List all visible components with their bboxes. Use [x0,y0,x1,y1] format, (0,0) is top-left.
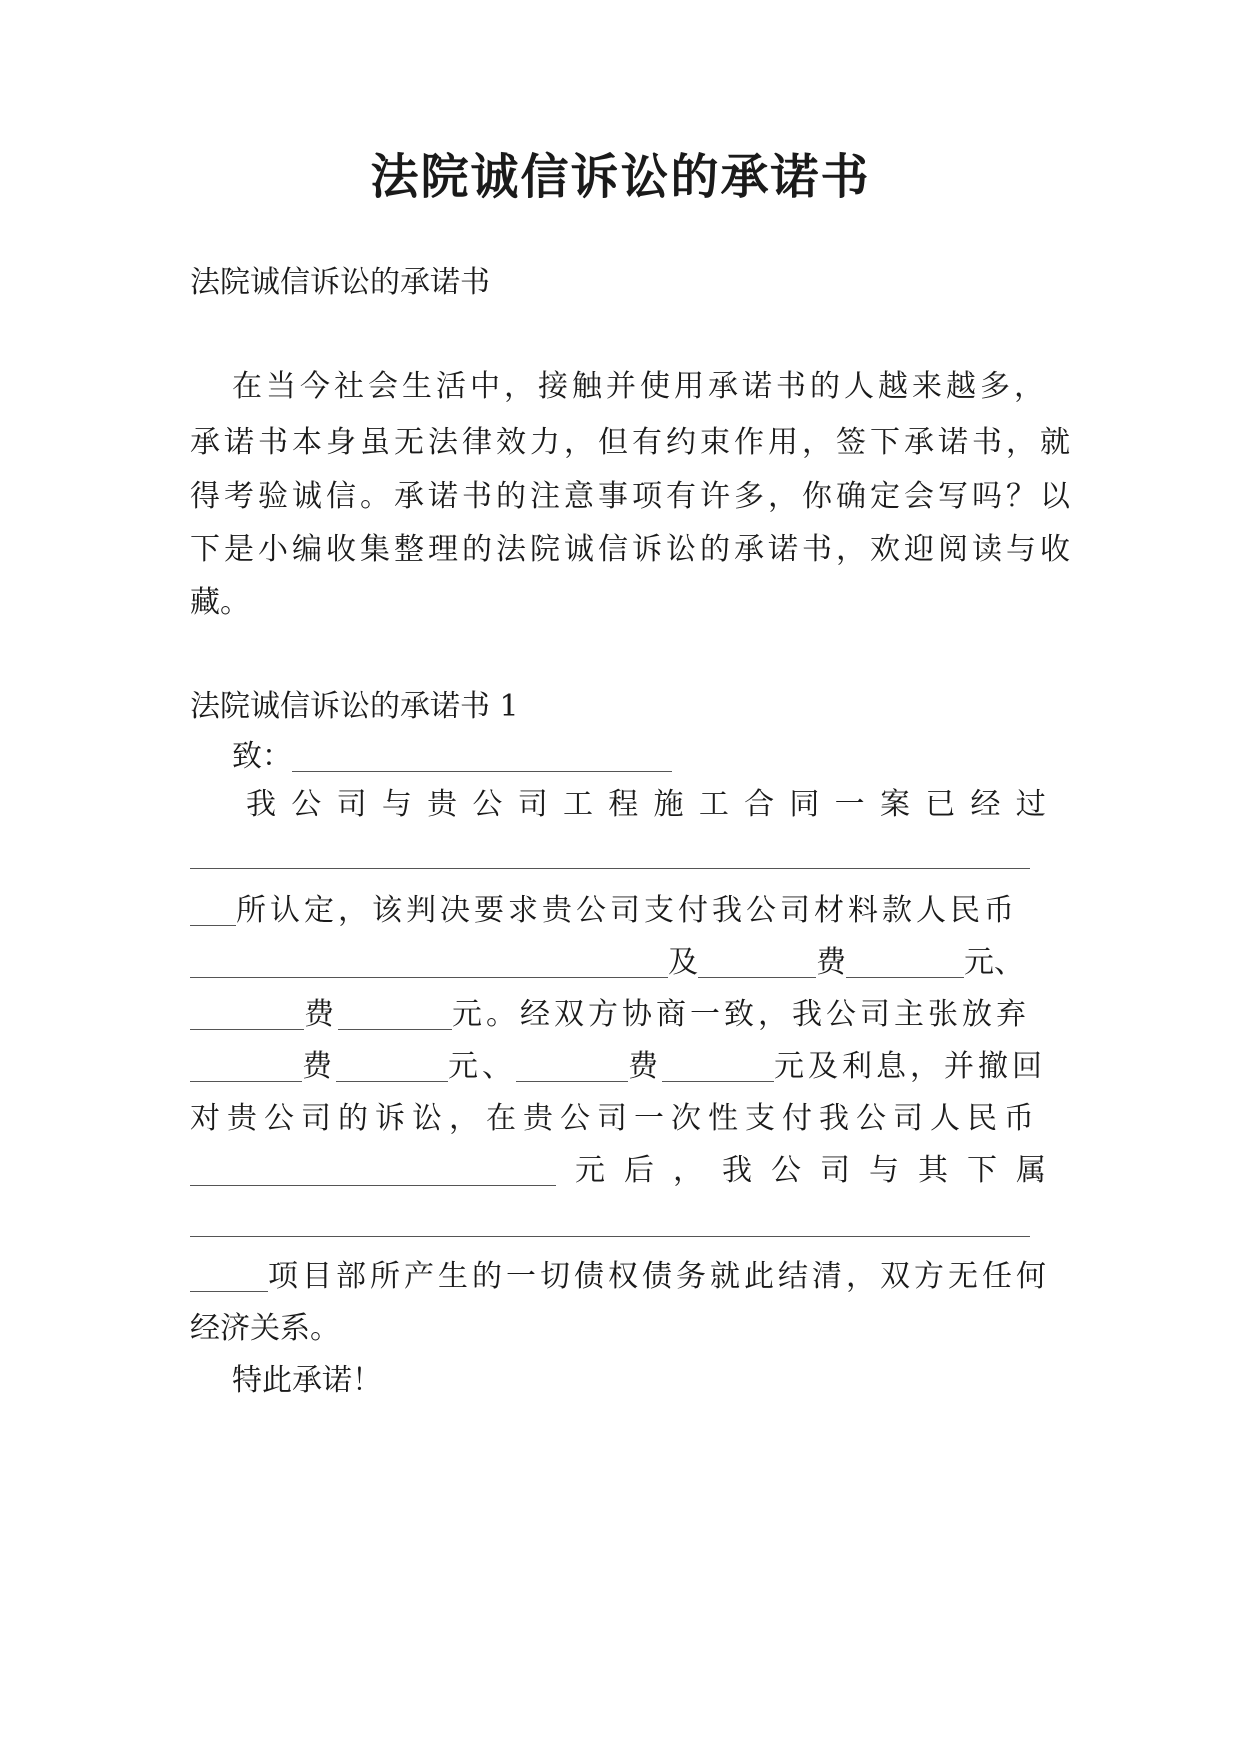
p4-fee: 费 [304,997,338,1032]
p1-char: 与 [381,787,412,822]
paragraph-line-9: 经济关系。 [190,1311,340,1346]
p1-char: 已 [925,787,956,822]
p3-fee: 费 [816,945,846,980]
p7-char: 我 [722,1153,752,1188]
p7-char: 公 [771,1153,801,1188]
blank [846,949,964,978]
closing-line: 特此承诺！ [232,1363,382,1398]
p1-char: 同 [789,787,820,822]
to-label: 致： [232,739,292,774]
p1-char: 我 [246,787,276,822]
p1-char: 工 [698,787,729,822]
project-name-blank [190,1236,1030,1237]
p1-char: 程 [608,787,639,822]
document-title: 法院诚信诉讼的承诺书 [370,149,871,205]
blank [338,1001,452,1030]
p2-text: 所认定，该判决要求贵公司支付我公司材料款人民币 [236,893,1018,928]
section-title: 法院诚信诉讼的承诺书 1 [190,689,519,724]
blank [516,1053,628,1082]
addressee-blank [292,743,672,772]
p1-char: 过 [1015,787,1046,822]
paragraph-line-8 [190,1259,1050,1294]
amount-blank [190,949,668,978]
intro-line-3: 得考验诚信。承诺书的注意事项有许多，你确定会写吗？以 [190,479,1074,514]
p7-char: 元 [575,1153,605,1188]
p5-yuan1: 元、 [448,1049,516,1084]
blank [190,1001,304,1030]
p7-char: 其 [918,1153,948,1188]
paragraph-line-7 [190,1153,1046,1188]
p8-text: 项目部所产生的一切债权债务就此结清，双方无任何 [268,1259,1050,1294]
p7-char: 下 [967,1153,997,1188]
p1-char: 合 [744,787,775,822]
p1-char: 案 [879,787,910,822]
p1-char: 司 [336,787,367,822]
p7-char: 后 [624,1153,654,1188]
p7-char: 属 [1016,1153,1046,1188]
p3-ji: 及 [668,945,698,980]
intro-line-4: 下是小编收集整理的法院诚信诉讼的承诺书，欢迎阅读与收 [190,532,1074,567]
p5-text: 元及利息，并撤回 [774,1049,1046,1084]
paragraph-line-1 [246,787,1046,822]
p1-char: 一 [834,787,865,822]
paragraph-line-4 [190,997,1030,1032]
addressee-line [232,739,672,774]
document-subtitle: 法院诚信诉讼的承诺书 [190,265,490,300]
blank [190,897,236,926]
court-name-blank [190,868,1030,869]
paragraph-line-3 [190,945,1024,980]
intro-line-1: 在当今社会生活中，接触并使用承诺书的人越来越多， [232,369,1048,404]
p4-text: 元。经双方协商一致，我公司主张放弃 [452,997,1030,1032]
blank [662,1053,774,1082]
intro-line-2: 承诺书本身虽无法律效力，但有约束作用，签下承诺书，就 [190,425,1074,460]
p1-char: 贵 [427,787,458,822]
p5-fee1: 费 [302,1049,336,1084]
p1-char: 经 [970,787,1001,822]
p1-char: 公 [472,787,503,822]
p1-char: 施 [653,787,684,822]
p3-yuan: 元、 [964,945,1024,980]
blank [190,1053,302,1082]
intro-line-5: 藏。 [190,585,250,620]
p1-char: 公 [291,787,322,822]
blank [698,949,816,978]
p7-char: ， [673,1153,703,1188]
blank [190,1263,268,1292]
p7-char: 与 [869,1153,899,1188]
paragraph-line-2 [190,893,1018,928]
paragraph-line-5 [190,1049,1046,1084]
paragraph-line-6: 对贵公司的诉讼，在贵公司一次性支付我公司人民币 [190,1101,1041,1136]
p1-char: 司 [517,787,548,822]
p1-char: 工 [562,787,593,822]
blank [336,1053,448,1082]
amount-blank-2 [190,1157,556,1186]
p5-fee2: 费 [628,1049,662,1084]
p7-char: 司 [820,1153,850,1188]
